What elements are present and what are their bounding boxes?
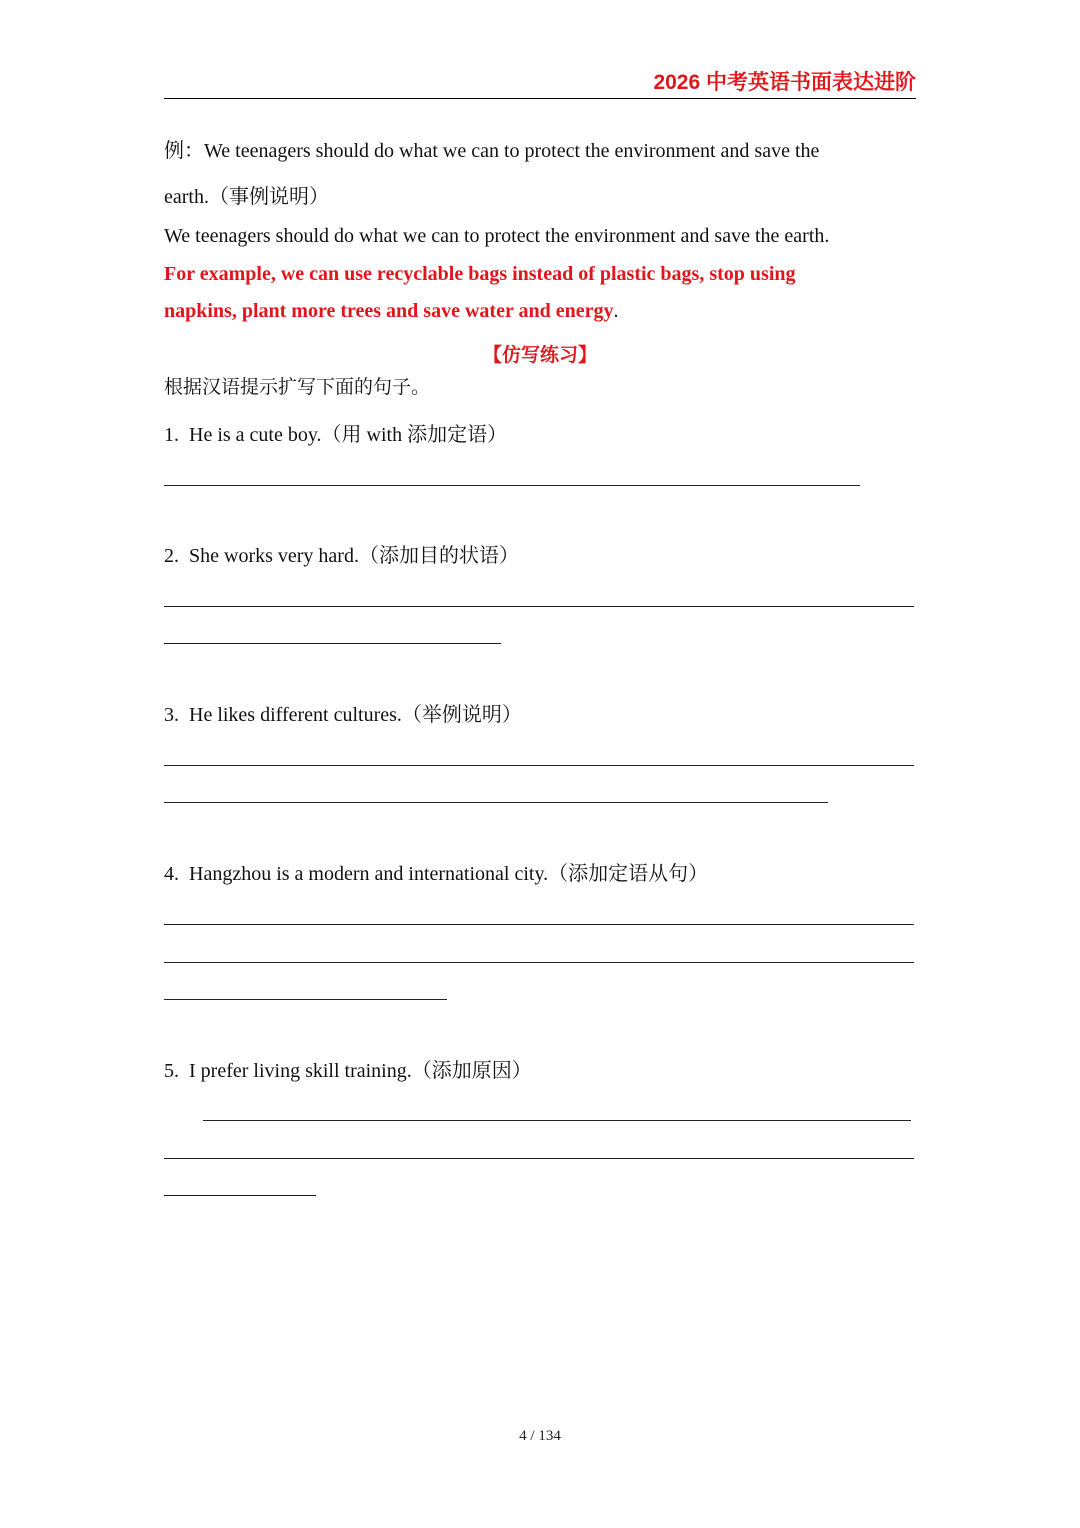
exercise-prompt: I prefer living skill training.（添加原因）	[189, 1060, 532, 1082]
practice-heading: 【仿写练习】	[482, 344, 597, 366]
answer-line[interactable]	[164, 765, 914, 766]
answer-line[interactable]	[164, 485, 860, 486]
exercise-2	[164, 539, 519, 568]
answer-line[interactable]	[164, 802, 828, 803]
exercise-5	[164, 1054, 532, 1083]
header-title: 2026 中考英语书面表达进阶	[653, 71, 916, 94]
example-answer-period: .	[613, 300, 619, 322]
answer-line[interactable]	[164, 643, 501, 644]
example-line-2: earth.（事例说明）	[164, 186, 329, 208]
exercise-prompt: He is a cute boy.（用 with 添加定语）	[189, 424, 508, 446]
practice-instruction: 根据汉语提示扩写下面的句子。	[164, 376, 431, 398]
exercise-prompt: She works very hard.（添加目的状语）	[189, 545, 519, 567]
page-number: 4 / 134	[519, 1428, 561, 1444]
exercise-number: 3.	[164, 704, 179, 726]
answer-line[interactable]	[164, 1158, 914, 1159]
example-answer-line-2	[164, 300, 618, 323]
exercise-prompt: Hangzhou is a modern and international city.（添加定语从句）	[189, 863, 709, 885]
exercise-4	[164, 857, 708, 886]
answer-line[interactable]	[164, 962, 914, 963]
answer-line[interactable]	[164, 924, 914, 925]
exercise-prompt: He likes different cultures.（举例说明）	[189, 704, 522, 726]
answer-line[interactable]	[164, 999, 447, 1000]
example-line-1: 例：We teenagers should do what we can to protect the environment and save the	[164, 140, 820, 162]
example-line-3: We teenagers should do what we can to protect the environment and save the earth.	[164, 225, 830, 247]
exercise-number: 4.	[164, 863, 179, 885]
exercise-number: 1.	[164, 424, 179, 446]
example-answer-line-1: For example, we can use recyclable bags instead of plastic bags, stop using	[164, 263, 796, 285]
header-divider	[164, 98, 916, 99]
exercise-3	[164, 698, 522, 727]
answer-line[interactable]	[164, 1195, 316, 1196]
exercise-number: 5.	[164, 1060, 179, 1082]
example-answer-text: napkins, plant more trees and save water and energy	[164, 300, 614, 322]
answer-line[interactable]	[203, 1120, 911, 1121]
exercise-1	[164, 418, 507, 447]
exercise-number: 2.	[164, 545, 179, 567]
answer-line[interactable]	[164, 606, 914, 607]
